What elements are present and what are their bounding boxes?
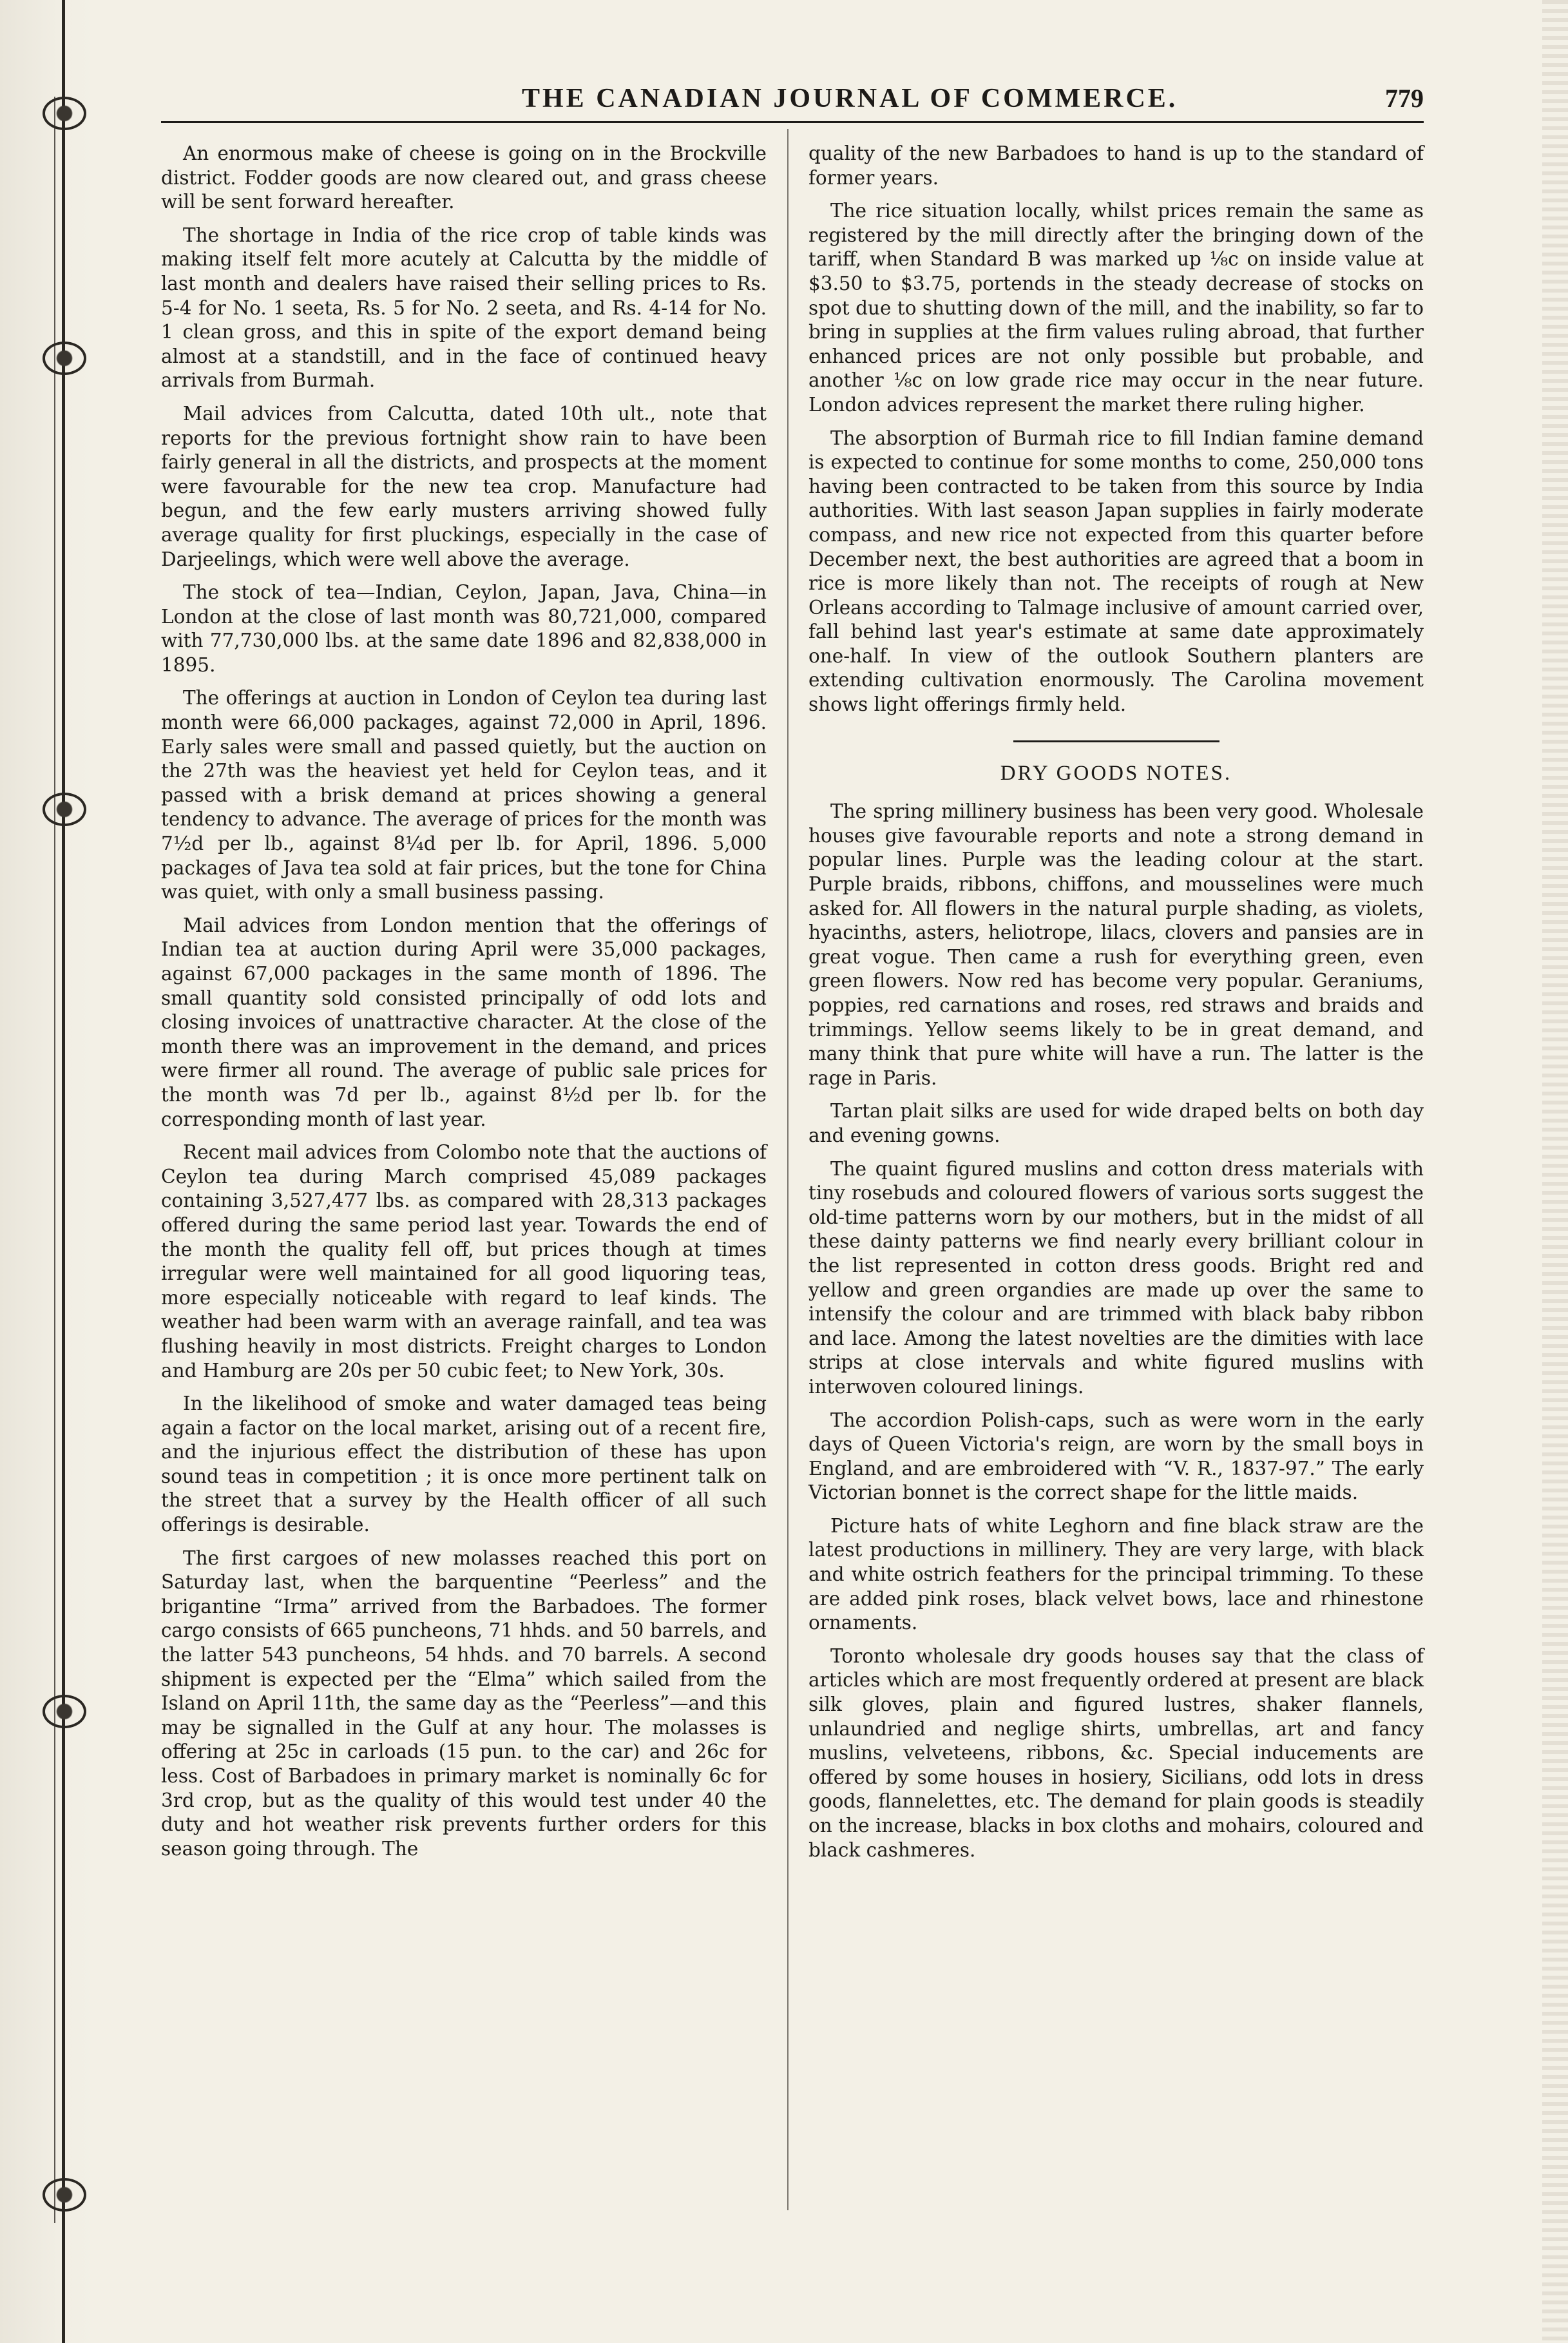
binding-hole-icon (43, 2178, 86, 2212)
paragraph: Toronto wholesale dry goods houses say that the class of articles which are most frequently ordered at present are black silk gloves, plain and figured lustres, shaker flannels, unlaundried and neglige shirts, umbrellas, art and fancy muslins, velveteens, ribbons, &c. Special inducements are offered by some houses in hosiery, Sicilians, odd lots in dress goods, flannelettes, etc. The demand for plain goods is steadily on the increase, blacks in box cloths and mohairs, coloured and black cashmeres. (808, 1644, 1424, 1861)
paragraph: The offerings at auction in London of Ceylon tea during last month were 66,000 packages, against 72,000 in April, 1896. Early sales were small and passed quietly, but the auction on the 27th was the heaviest yet held for Ceylon teas, and it passed with a brisk demand at prices showing a general tendency to advance. The average of prices for the month was 7½d per lb., against 8¼d per lb. for April, 1896. 5,000 packages of Java tea sold at fair prices, but the tone for China was quiet, with only a small business passing. (161, 687, 767, 903)
paragraph: Recent mail advices from Colombo note that the auctions of Ceylon tea during March comprised 45,089 packages containing 3,527,477 lbs. as compared with 28,313 packages offered during the same period last year. Towards the end of the month the quality fell off, but prices though at times irregular were well maintained for all good liquoring teas, more especially noticeable with regard to leaf kinds. The weather had been warm with an average rainfall, and tea was flushing heavily in most districts. Freight charges to London and Hamburg are 20s per 50 cubic feet; to New York, 30s. (161, 1141, 767, 1382)
paragraph: An enormous make of cheese is going on in the Brockville district. Fodder goods are now cleared out, and grass cheese will be sent forward hereafter. (161, 142, 767, 213)
paragraph: Mail advices from London mention that the offerings of Indian tea at auction during April were 35,000 packages, against 67,000 packages in the same month of 1896. The small quantity sold consisted principally of odd lots and closing invoices of unattractive character. At the close of the month there was an improvement in the demand, and prices were firmer all round. The average of public sale prices for the month was 7d per lb., against 8½d per lb. for the corresponding month of last year. (161, 914, 767, 1130)
binding-hole-icon (43, 342, 86, 375)
binding-edge (0, 0, 97, 2343)
paragraph: The first cargoes of new molasses reached this port on Saturday last, when the barquentine “Peerless” and the brigantine “Irma” arrived from the Barbadoes. The former cargo consists of 665 puncheons, 71 hhds. and 50 barrels, and the latter 543 puncheons, 54 hhds. and 70 barrels. A second shipment is expected per the “Elma” which sailed from the Island on April 11th, the same day as the “Peerless”—and this may be signalled in the Gulf at any hour. The molasses is offering at 25c in carloads (15 pun. to the car) and 26c for less. Cost of Barbadoes in primary market is nominally 6c for 3rd crop, but as the quality of this would test under 40 the duty and hot weather risk prevents further orders for this season going through. The (161, 1547, 767, 1860)
paragraph: The accordion Polish-caps, such as were worn in the early days of Queen Victoria's reign, are worn by the small boys in England, and are embroidered with “V. R., 1837-97.” The early Victorian bonnet is the correct shape for the little maids. (808, 1409, 1424, 1504)
page-header (161, 81, 1424, 119)
section-divider (1013, 740, 1219, 742)
paragraph: In the likelihood of smoke and water damaged teas being again a factor on the local market, arising out of a recent fire, and the injurious effect the distribution of these has upon sound teas in competition ; it is once more pertinent talk on the street that a survey by the Health officer of all such offerings is desirable. (161, 1393, 767, 1536)
header-rule (161, 121, 1424, 123)
right-column (808, 142, 1424, 1871)
paragraph: Mail advices from Calcutta, dated 10th ult., note that reports for the previous fortnight show rain to have been fairly general in all the districts, and prospects at the moment were favourable for the new tea crop. Manufacture had begun, and the few early musters arriving showed fully average quality for first pluckings, especially in the case of Darjeelings, which were well above the average. (161, 402, 767, 570)
paragraph: The stock of tea—Indian, Ceylon, Japan, Java, China—in London at the close of last month was 80,721,000, compared with 77,730,000 lbs. at the same date 1896 and 82,838,000 in 1895. (161, 581, 767, 676)
page-number: 779 (1385, 84, 1424, 113)
paragraph: Tartan plait silks are used for wide draped belts on both day and evening gowns. (808, 1100, 1424, 1146)
left-column (161, 142, 767, 1870)
binding-hole-icon (43, 97, 86, 130)
paragraph: The rice situation locally, whilst prices remain the same as registered by the mill directly after the bringing down of the tariff, when Standard B was marked up ⅛c on inside value at $3.50 to $3.75, portends in the steady decrease of stocks on spot due to shutting down of the mill, and the inability, so far to bring in supplies at the firm values ruling abroad, that further enhanced prices are not only possible but probable, and another ⅛c on low grade rice may occur in the near future. London advices represent the market there ruling higher. (808, 200, 1424, 416)
paragraph: The shortage in India of the rice crop of table kinds was making itself felt more acutely at Calcutta by the middle of last month and dealers have raised their selling prices to Rs. 5-4 for No. 1 seeta, Rs. 5 for No. 2 seeta, and Rs. 4-14 for No. 1 clean gross, and this in spite of the export demand being almost at a standstill, and in the face of continued heavy arrivals from Burmah. (161, 224, 767, 392)
binding-thread (54, 97, 55, 2223)
binding-hole-icon (43, 793, 86, 826)
paragraph: The spring millinery business has been very good. Wholesale houses give favourable reports and note a strong demand in popular lines. Purple was the leading colour at the start. Purple braids, ribbons, chiffons, and mousselines were much asked for. All flowers in the natural purple shading, as violets, hyacinths, asters, heliotrope, lilacs, clovers and pansies are in great vogue. Then came a rush for everything green, even green flowers. Now red has become very popular. Geraniums, poppies, red carnations and roses, red straws and braids and trimmings. Yellow seems likely to be in great demand, and many think that pure white will have a run. The latter is the rage in Paris. (808, 800, 1424, 1089)
paragraph: quality of the new Barbadoes to hand is up to the standard of former years. (808, 142, 1424, 189)
paragraph: The quaint figured muslins and cotton dress materials with tiny rosebuds and coloured flowers of various sorts suggest the old-time patterns worn by our mothers, but in the midst of all these dainty patterns we find nearly every brilliant colour in the list represented in cotton dress goods. Bright red and yellow and green organdies are made up over the same to intensify the colour and are trimmed with black baby ribbon and lace. Among the latest novelties are the dimities with lace strips at close intervals and white figured muslins with interwoven coloured linings. (808, 1157, 1424, 1398)
paragraph: Picture hats of white Leghorn and fine black straw are the latest productions in millinery. They are very large, with black and white ostrich feathers for the principal trimming. To these are added pink roses, black velvet bows, lace and rhinestone ornaments. (808, 1514, 1424, 1634)
page-edge-noise (1542, 0, 1568, 2343)
binding-hole-icon (43, 1695, 86, 1728)
running-title: THE CANADIAN JOURNAL OF COMMERCE. (522, 84, 1178, 113)
section-heading: DRY GOODS NOTES. (1000, 761, 1232, 785)
paragraph: The absorption of Burmah rice to fill Indian famine demand is expected to continue for some months to come, 250,000 tons having been contracted to be taken from this source by India authorities. With last season Japan supplies in fairly moderate compass, and new rice not expected from this quarter before December next, the best authorities are agreed that a boom in rice is more likely than not. The receipts of rough at New Orleans according to Talmage inclusive of amount carried over, fall behind last year's estimate at same date approximately one-half. In view of the outlook Southern planters are extending cultivation enormously. The Carolina movement shows light offerings firmly held. (808, 427, 1424, 716)
column-rule (787, 129, 789, 2210)
